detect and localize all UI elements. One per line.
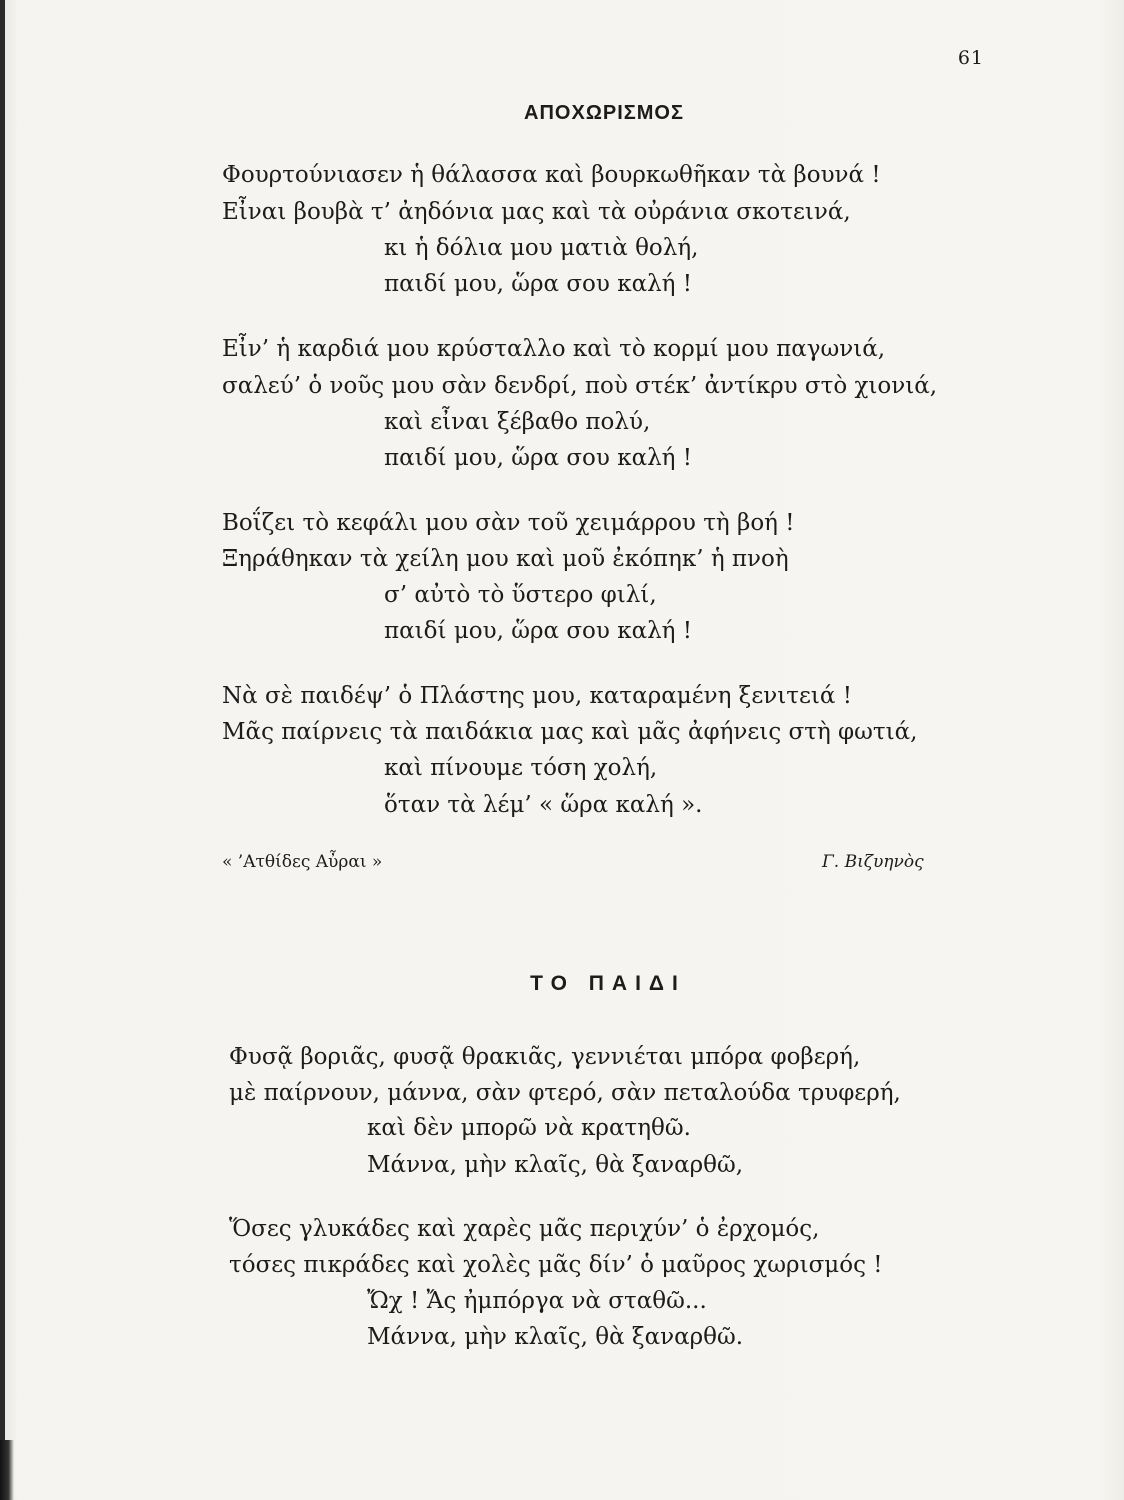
poem-line: παιδί μου, ὥρα σου καλή !	[384, 445, 693, 471]
poem-line: Ὤχ ! Ἄς ἠμπόργα νὰ σταθῶ...	[367, 1288, 707, 1314]
poem-line: Μάννα, μὴν κλαῖς, θὰ ξαναρθῶ.	[367, 1324, 744, 1350]
book-spine-edge	[0, 0, 5, 1500]
poem-line: Νὰ σὲ παιδέψ’ ὁ Πλάστης μου, καταραμένη ξενιτειά !	[222, 683, 853, 709]
poem-title: ΤΟ ΠΑΙΔΙ	[530, 972, 686, 995]
book-spine-shadow	[0, 1440, 14, 1500]
poem-line: Φυσᾷ βοριᾶς, φυσᾷ θρακιᾶς, γεννιέται μπόρα φοβερή,	[229, 1044, 861, 1070]
poem-author: Γ. Βιζυηνὸς	[822, 852, 924, 872]
poem-line: καὶ πίνουμε τόση χολή,	[384, 755, 658, 781]
poem-line: τόσες πικράδες καὶ χολὲς μᾶς δίν’ ὁ μαῦρος χωρισμός !	[229, 1252, 883, 1278]
poem-line: Εἶν’ ἡ καρδιά μου κρύσταλλο καὶ τὸ κορμί μου παγωνιά,	[222, 336, 886, 362]
poem-line: μὲ παίρνουν, μάννα, σὰν φτερό, σὰν πεταλούδα τρυφερή,	[229, 1080, 901, 1106]
poem-line: Μᾶς παίρνεις τὰ παιδάκια μας καὶ μᾶς ἀφήνεις στὴ φωτιά,	[222, 719, 918, 745]
poem-line: Ξηράθηκαν τὰ χείλη μου καὶ μοῦ ἐκόπηκ’ ἡ πνοὴ	[222, 546, 789, 572]
poem-line: Βοΐζει τὸ κεφάλι μου σὰν τοῦ χειμάρρου τὴ βοή !	[222, 510, 795, 536]
poem-line: Εἶναι βουβὰ τ’ ἀηδόνια μας καὶ τὰ οὐράνια σκοτεινά,	[222, 199, 851, 225]
poem-line: σαλεύ’ ὁ νοῦς μου σὰν δενδρί, ποὺ στέκ’ ἀντίκρυ στὸ χιονιά,	[222, 373, 938, 399]
poem-title: ΑΠΟΧΩΡΙΣΜΟΣ	[524, 102, 684, 124]
poem-line: καὶ δὲν μπορῶ νὰ κρατηθῶ.	[367, 1115, 691, 1141]
poem-line: Φουρτούνιασεν ἡ θάλασσα καὶ βουρκωθῆκαν τὰ βουνά !	[222, 162, 881, 188]
poem-line: καὶ εἶναι ξέβαθο πολύ,	[384, 409, 651, 435]
poem-line: παιδί μου, ὥρα σου καλή !	[384, 618, 693, 644]
poem-line: ὅταν τὰ λέμ’ « ὥρα καλή ».	[384, 792, 703, 818]
poem-source: « ’Ατθίδες Αὖραι »	[222, 852, 383, 872]
poem-line: Μάννα, μὴν κλαῖς, θὰ ξαναρθῶ,	[367, 1152, 744, 1178]
poem-line: Ὅσες γλυκάδες καὶ χαρὲς μᾶς περιχύν’ ὁ ἐρχομός,	[229, 1216, 820, 1242]
poem-line: σ’ αὐτὸ τὸ ὕστερο φιλί,	[384, 582, 657, 608]
poem-line: παιδί μου, ὥρα σου καλή !	[384, 271, 693, 297]
poem-line: κι ἡ δόλια μου ματιὰ θολή,	[384, 235, 699, 261]
page-number: 61	[957, 47, 984, 69]
